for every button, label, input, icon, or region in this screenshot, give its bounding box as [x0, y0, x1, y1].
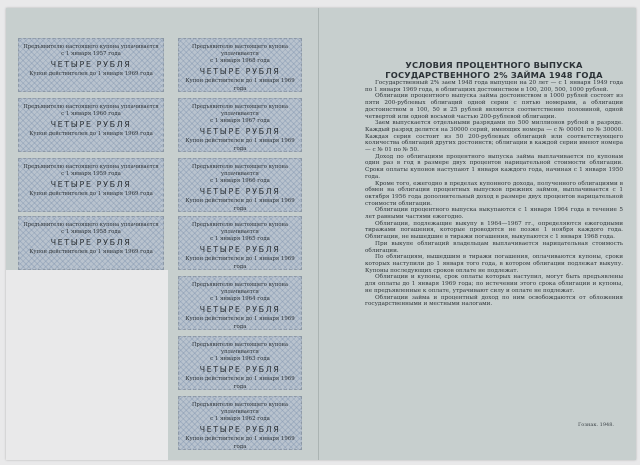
coupon-validity: Купон действителен до 1 января 1969 года: [29, 191, 153, 197]
coupon: [178, 158, 302, 212]
coupon: [18, 216, 164, 270]
coupon-amount: ЧЕТЫРЕ РУБЛЯ: [199, 365, 281, 374]
coupon-payee-text: Предъявителю настоящего купона уплачивается: [192, 402, 288, 415]
coupon-validity: Купон действителен до 1 января 1969 года: [185, 316, 295, 330]
coupon-amount: ЧЕТЫРЕ РУБЛЯ: [50, 120, 132, 129]
coupon: [178, 216, 302, 270]
coupon-amount: ЧЕТЫРЕ РУБЛЯ: [199, 187, 281, 196]
conditions-paragraph: Облигации и купоны, срок оплаты которых наступил, могут быть предъявлены для оплаты до 1 января 1969 года; по истечении этого срока облигации и купоны, не предъявленные к оплате, утрачивают силу и оплате не подлежат.: [365, 274, 623, 294]
coupon-date: с 1 января 1965 года: [210, 236, 270, 242]
coupon: [178, 336, 302, 390]
coupon-validity: Купон действителен до 1 января 1969 года: [185, 78, 295, 92]
coupon-date: с 1 января 1957 года: [61, 51, 121, 57]
coupon-amount: ЧЕТЫРЕ РУБЛЯ: [50, 60, 132, 69]
coupon-validity: Купон действителен до 1 января 1969 года: [185, 376, 295, 390]
fold-line: [318, 8, 319, 460]
coupon-payee-text: Предъявителю настоящего купона уплачивается: [23, 222, 159, 228]
coupon-amount: ЧЕТЫРЕ РУБЛЯ: [50, 180, 132, 189]
loan-conditions: [365, 60, 623, 308]
coupon-date: с 1 января 1958 года: [61, 229, 121, 235]
coupon: [18, 98, 164, 152]
coupon-date: с 1 января 1967 года: [210, 118, 270, 124]
coupon-amount: ЧЕТЫРЕ РУБЛЯ: [199, 425, 281, 434]
coupon-validity: Купон действителен до 1 января 1969 года: [185, 138, 295, 152]
coupon-payee-text: Предъявителю настоящего купона уплачивается: [192, 164, 288, 177]
coupon-payee-text: Предъявителю настоящего купона уплачивается: [192, 342, 288, 355]
conditions-paragraph: Облигации займа и процентный доход по ним освобождаются от обложения государственными и местными налогами.: [365, 294, 623, 308]
missing-coupon-area: [6, 270, 168, 460]
coupon-amount: ЧЕТЫРЕ РУБЛЯ: [199, 305, 281, 314]
coupon-date: с 1 января 1964 года: [210, 296, 270, 302]
printer-imprint: Гознак. 1948.: [578, 422, 614, 428]
conditions-heading-2: ГОСУДАРСТВЕННОГО 2% ЗАЙМА 1948 ГОДА: [385, 70, 603, 80]
coupon-payee-text: Предъявителю настоящего купона уплачивается: [23, 164, 159, 170]
coupon: [178, 396, 302, 450]
coupon-date: с 1 января 1960 года: [61, 111, 121, 117]
conditions-paragraph: Облигации, подлежащие выкупу в 1964—1967 гг., определяются ежегодными тиражами погашения, которые проводятся не позже 1 ноября каждого года. Облигации, не вышедшие в тиражи погашения, выкупаются с 1 января 1968 года.: [365, 220, 623, 241]
conditions-paragraph: Кроме того, ежегодно в пределах купонного дохода, полученного облигациями в обмен на облигации процентных выпусков прежних займов, выплачивается с 1 октября 1956 года дополнительный доход в размере двух процентов нарицательной стоимости облигации.: [365, 180, 623, 207]
coupon-date: с 1 января 1962 года: [210, 416, 270, 422]
coupon-amount: ЧЕТЫРЕ РУБЛЯ: [50, 238, 132, 247]
coupon: [18, 158, 164, 212]
coupon-date: с 1 января 1966 года: [210, 178, 270, 184]
conditions-paragraph: По облигациям, вышедшим в тиражи погашения, оплачиваются купоны, сроки которых наступили до 1 января того года, в котором облигации подлежат выкупу. Купоны последующих сроков оплате не подлежат.: [365, 254, 623, 274]
coupon: [18, 38, 164, 92]
coupon: [178, 98, 302, 152]
coupon-date: с 1 января 1968 года: [210, 58, 270, 64]
coupon-payee-text: Предъявителю настоящего купона уплачивается: [23, 44, 159, 50]
coupon-payee-text: Предъявителю настоящего купона уплачивается: [192, 104, 288, 117]
coupon: [178, 38, 302, 92]
coupon-amount: ЧЕТЫРЕ РУБЛЯ: [199, 67, 281, 76]
coupon-date: с 1 января 1959 года: [61, 171, 121, 177]
conditions-heading-1: УСЛОВИЯ ПРОЦЕНТНОГО ВЫПУСКА: [405, 60, 583, 70]
conditions-paragraph: Облигации процентного выпуска займа достоинством в 1000 рублей состоят из пяти 200-рублевых облигаций одной серии с пятью номерами, а облигации достоинством в 100, 50 и 25 рублей являются соответственно половиной, одной четвертой или одной восьмой частью 200-рублевой облигации.: [365, 93, 623, 120]
coupon-amount: ЧЕТЫРЕ РУБЛЯ: [199, 127, 281, 136]
coupon-validity: Купон действителен до 1 января 1969 года: [185, 256, 295, 270]
coupon-payee-text: Предъявителю настоящего купона уплачивается: [192, 222, 288, 235]
coupon-payee-text: Предъявителю настоящего купона уплачивается: [23, 104, 159, 110]
conditions-paragraph: При выкупе облигаций владельцам выплачивается нарицательная стоимость облигации.: [365, 240, 623, 254]
conditions-paragraph: Государственный 2% заем 1948 года выпущен на 20 лет — с 1 января 1949 года по 1 января 1969 года, в облигациях достоинством в 100, 200, 500, 1000 рублей.: [365, 80, 623, 93]
coupon-payee-text: Предъявителю настоящего купона уплачивается: [192, 44, 288, 57]
coupon-validity: Купон действителен до 1 января 1969 года: [185, 436, 295, 450]
coupon-validity: Купон действителен до 1 января 1969 года: [29, 249, 153, 255]
coupon-validity: Купон действителен до 1 января 1969 года: [29, 71, 153, 77]
coupon-validity: Купон действителен до 1 января 1969 года: [29, 131, 153, 137]
coupon: [178, 276, 302, 330]
coupon-amount: ЧЕТЫРЕ РУБЛЯ: [199, 245, 281, 254]
coupon-validity: Купон действителен до 1 января 1969 года: [185, 198, 295, 212]
conditions-paragraph: Облигации процентного выпуска выкупаются с 1 января 1964 года в течение 5 лет равными частями ежегодно.: [365, 207, 623, 221]
coupon-date: с 1 января 1963 года: [210, 356, 270, 362]
conditions-paragraph: Доход по облигациям процентного выпуска займа выплачивается по купонам один раз в год в размере двух процентов нарицательной стоимости облигации. Сроки оплаты купонов наступают 1 января каждого года, начиная с 1 января 1950 года.: [365, 153, 623, 180]
conditions-paragraph: Заем выпускается отдельными разрядами по 500 миллионов рублей в разряде. Каждый разряд делится на 30000 серий, имеющих номера — с № 00001 по № 30000. Каждая серия состоит из 50 200-рублевых облигаций или соответствующего количества облигаций других достоинств; облигации в каждой серии имеют номера — с № 01 по № 50.: [365, 120, 623, 154]
coupon-payee-text: Предъявителю настоящего купона уплачивается: [192, 282, 288, 295]
